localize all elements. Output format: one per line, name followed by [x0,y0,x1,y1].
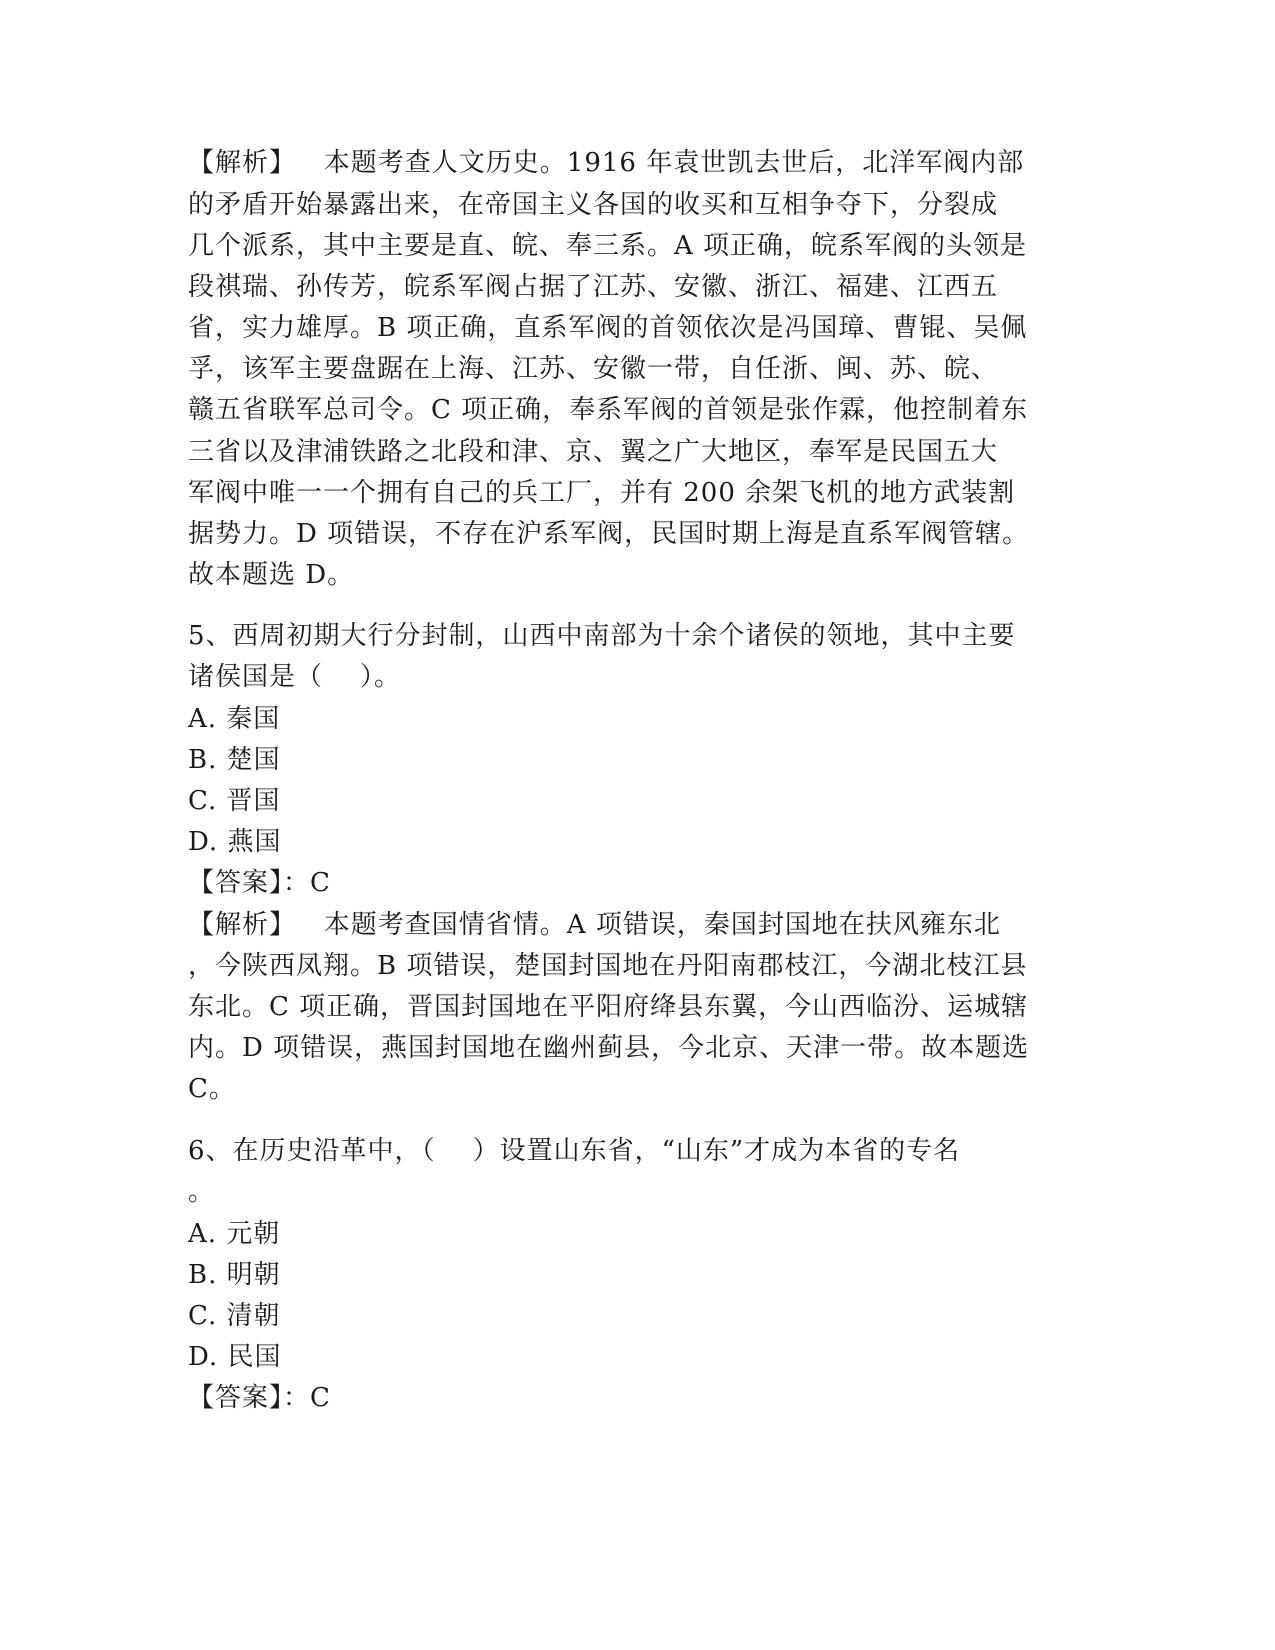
question-5-analysis-line: 内。D 项错误，燕国封国地在幽州蓟县，今北京、天津一带。故本题选 [188,1033,1030,1063]
question-6-option-c: C. 清朝 [188,1301,281,1331]
question-5-text: 5、西周初期大行分封制，山西中南部为十余个诸侯的领地，其中主要 [188,621,1016,651]
analysis-line: 【解析】 本题考查人文历史。1916 年袁世凯去世后，北洋军阀内部 [188,148,1025,178]
question-6-text: 。 [188,1177,216,1207]
analysis-line: 孚，该军主要盘踞在上海、江苏、安徽一带，自任浙、闽、苏、皖、 [188,354,999,384]
analysis-line: 省，实力雄厚。B 项正确，直系军阀的首领依次是冯国璋、曹锟、吴佩 [188,313,1028,343]
question-6-text: 6、在历史沿革中，（ ）设置山东省，“山东”才成为本省的专名 [188,1136,961,1166]
analysis-line: 三省以及津浦铁路之北段和津、京、翼之广大地区，奉军是民国五大 [188,437,999,467]
question-6-option-a: A. 元朝 [188,1219,281,1249]
question-5-text: 诸侯国是（ ）。 [188,662,402,692]
analysis-line: 段祺瑞、孙传芳，皖系军阀占据了江苏、安徽、浙江、福建、江西五 [188,272,999,302]
question-6-option-b: B. 明朝 [188,1260,281,1290]
question-5-analysis-line: 东北。C 项正确，晋国封国地在平阳府绛县东翼，今山西临汾、运城辖 [188,992,1029,1022]
analysis-line: 军阀中唯一一个拥有自己的兵工厂，并有 200 余架飞机的地方武装割 [188,478,1016,508]
question-6-answer: 【答案】：C [188,1383,331,1413]
analysis-line: 赣五省联军总司令。C 项正确，奉系军阀的首领是张作霖，他控制着东 [188,395,1029,425]
analysis-line: 据势力。D 项错误，不存在沪系军阀，民国时期上海是直系军阀管辖。 [188,519,1030,549]
question-5-option-b: B. 楚国 [188,745,281,775]
analysis-line: 几个派系，其中主要是直、皖、奉三系。A 项正确，皖系军阀的头领是 [188,231,1028,261]
analysis-line: 的矛盾开始暴露出来，在帝国主义各国的收买和互相争夺下，分裂成 [188,190,999,220]
question-5-option-c: C. 晋国 [188,786,281,816]
question-5-analysis-line: C。 [188,1074,236,1104]
analysis-line: 故本题选 D。 [188,560,355,590]
question-6-option-d: D. 民国 [188,1342,282,1372]
question-5-option-d: D. 燕国 [188,827,282,857]
question-5-answer: 【答案】：C [188,868,331,898]
question-5-analysis-line: ，今陕西凤翔。B 项错误，楚国封国地在丹阳南郡枝江，今湖北枝江县 [188,951,1028,981]
question-5-option-a: A. 秦国 [188,704,281,734]
question-5-analysis-line: 【解析】 本题考查国情省情。A 项错误，秦国封国地在扶风雍东北 [188,910,1001,940]
